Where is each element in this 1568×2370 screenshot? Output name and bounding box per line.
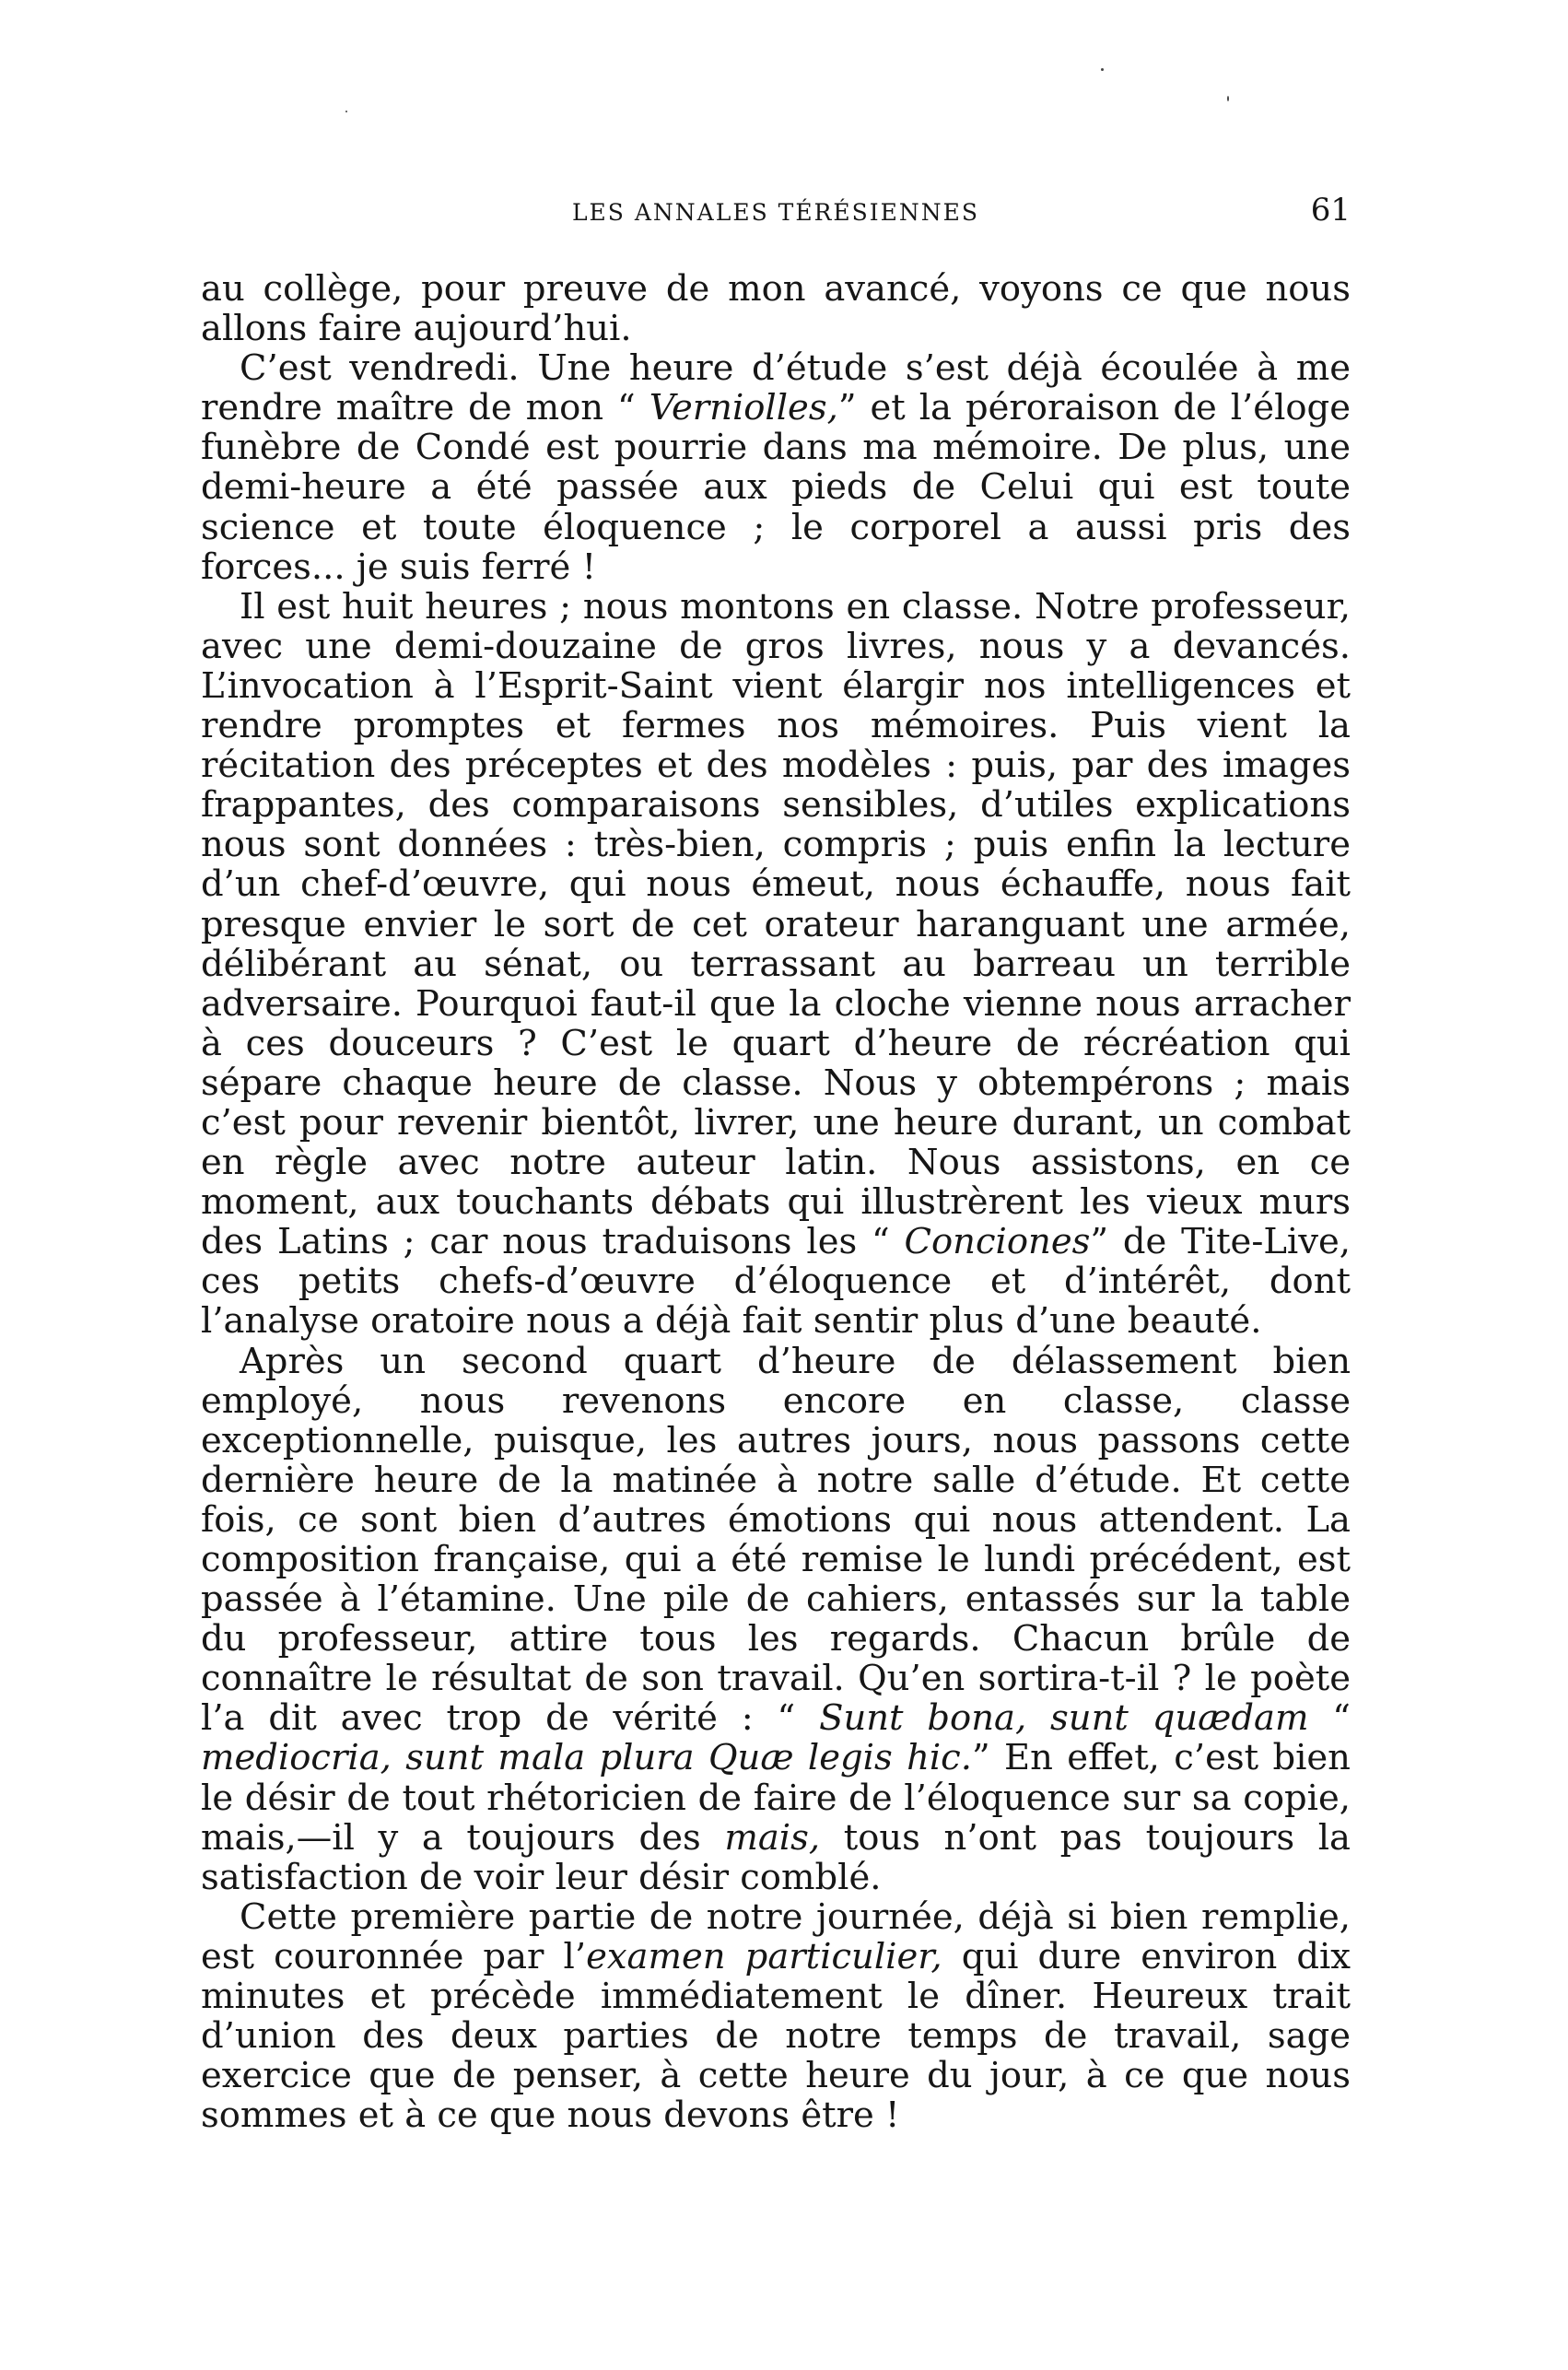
text-segment: C’est vendredi. Une heure d’étude s’est déjà écoulée à me rendre maître de mon “ — [201, 347, 1351, 429]
paragraph-5 — [201, 1897, 1351, 2136]
text-segment: Il est huit heures ; nous montons en classe. Notre professeur, avec une demi-douzaine de gros livres, nous y a devancés. L’invocation à l’Esprit-Saint vient élargir nos intelligences et rendre promptes et fermes nos mémoires. Puis vient la récitation des préceptes et des modèles : puis, par des images frappantes, des comparaisons sensibles, d’utiles explications nous sont données : très-bien, compris ; puis enfin la lecture d’un chef-d’œuvre, qui nous émeut, nous échauffe, nous fait presque envier le sort de cet orateur haranguant une armée, délibérant au sénat, ou terrassant au barreau un terrible adversaire. Pourquoi faut-il que la cloche vienne nous arracher à ces douceurs ? C’est le quart d’heure de récréation qui sépare chaque heure de classe. Nous y obtempérons ; mais c’est pour revenir bientôt, livrer, une heure durant, un combat en règle avec notre auteur latin. Nous assistons, en ce moment, aux touchants débats qui illustrèrent les vieux murs des Latins ; car nous traduisons les “ — [201, 585, 1351, 1263]
scan-speck — [1101, 68, 1104, 71]
text-segment: Après un second quart d’heure de délassement bien employé, nous revenons encore en classe, classe exceptionnelle, puisque, les autres jours, nous passons cette dernière heure de la matinée à notre salle d’étude. Et cette fois, ce sont bien d’autres émotions qui nous attendent. La composition française, qui a été remise le lundi précédent, est passée à l’étamine. Une pile de cahiers, entassés sur la table du professeur, attire tous les regards. Chacun brûle de connaître le résultat de son travail. Qu’en sortira-t-il ? le poète l’a dit avec trop de vérité : “ — [201, 1340, 1351, 1740]
italic-title: Verniolles, — [649, 387, 838, 429]
text-segment: “ — [1308, 1697, 1351, 1740]
paragraph-2 — [201, 348, 1351, 587]
scan-speck — [1227, 96, 1229, 101]
page-header — [201, 184, 1351, 240]
paragraph-1 — [201, 269, 1351, 348]
body-text — [201, 269, 1351, 2135]
scan-speck — [345, 111, 347, 112]
text-segment: ” de Tite-Live, ces petits chefs-d’œuvre d’éloquence et d’intérêt, dont l’analyse oratoire nous a déjà fait sentir plus d’une beauté. — [201, 1221, 1351, 1343]
italic-word: mais, — [724, 1816, 821, 1859]
text-segment: Cette première partie de notre journée, déjà si bien remplie, est couronnée par l’ — [201, 1895, 1351, 1977]
text-segment: qui dure environ dix minutes et précède immédiatement le dîner. Heureux trait d’union des deux parties de notre temps de travail, sage exercice que de penser, à cette heure du jour, à ce que nous sommes et à ce que nous devons être ! — [201, 1935, 1351, 2137]
text-segment: au collège, pour preuve de mon avancé, voyons ce que nous allons faire aujourd’hui. — [201, 268, 1351, 350]
paragraph-4 — [201, 1342, 1351, 1897]
latin-quote: Sunt bona, sunt quædam — [819, 1697, 1309, 1740]
running-title: LES ANNALES TÉRÉSIENNES — [571, 199, 980, 226]
latin-quote: mediocria, sunt mala plura Quæ legis hic. — [201, 1737, 972, 1779]
paragraph-3 — [201, 587, 1351, 1342]
italic-term: examen particulier, — [586, 1935, 942, 1977]
page-number: 61 — [1310, 192, 1351, 229]
text-segment: tous n’ont pas toujours la satisfaction de voir leur désir comblé. — [201, 1816, 1351, 1898]
text-segment: ” En effet, c’est bien le désir de tout rhétoricien de faire de l’éloquence sur sa copie, mais,—il y a toujours des — [201, 1737, 1351, 1859]
text-segment: ” et la péroraison de l’éloge funèbre de Condé est pourrie dans ma mémoire. De plus, une demi-heure a été passée aux pieds de Celui qui est toute science et toute éloquence ; le corporel a aussi pris des forces... je suis ferré ! — [201, 387, 1351, 588]
italic-title: Conciones — [904, 1221, 1091, 1263]
